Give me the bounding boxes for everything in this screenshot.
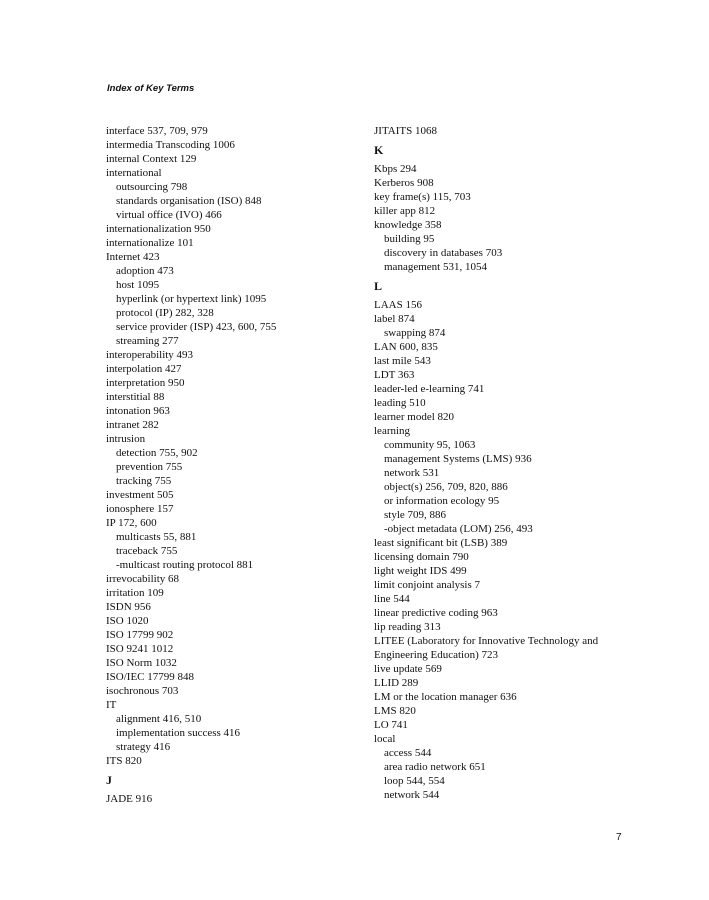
index-entry: LLID 289 (374, 677, 419, 689)
index-entry: interpretation 950 (106, 377, 185, 389)
index-entry: light weight IDS 499 (374, 565, 467, 577)
index-subentry: network 531 (384, 467, 440, 479)
index-subentry: implementation success 416 (116, 727, 241, 739)
index-entry: IT (106, 699, 117, 711)
index-entry: interoperability 493 (106, 349, 194, 361)
index-entry: intermedia Transcoding 1006 (106, 139, 235, 151)
page-number: 7 (616, 832, 622, 843)
index-entry: JITAITS 1068 (374, 125, 437, 137)
index-subentry: tracking 755 (116, 475, 172, 487)
index-subentry: style 709, 886 (384, 509, 447, 521)
index-entry: ITS 820 (106, 755, 142, 767)
index-entry: irrevocability 68 (106, 573, 180, 585)
index-entry: LDT 363 (374, 369, 415, 381)
index-entry: ISO 1020 (106, 615, 149, 627)
index-subentry: adoption 473 (116, 265, 174, 277)
index-entry: ISO/IEC 17799 848 (106, 671, 194, 683)
index-subentry: multicasts 55, 881 (116, 531, 197, 543)
index-entry: LAAS 156 (374, 299, 422, 311)
index-subentry: management 531, 1054 (384, 261, 487, 273)
index-entry: internationalize 101 (106, 237, 194, 249)
index-entry: investment 505 (106, 489, 174, 501)
index-entry: intranet 282 (106, 419, 159, 431)
index-subentry: streaming 277 (116, 335, 179, 347)
index-entry: knowledge 358 (374, 219, 442, 231)
index-entry: least significant bit (LSB) 389 (374, 537, 508, 549)
index-subentry: loop 544, 554 (384, 775, 445, 787)
index-entry: line 544 (374, 593, 410, 605)
index-entry: LAN 600, 835 (374, 341, 438, 353)
index-entry: LM or the location manager 636 (374, 691, 517, 703)
index-entry: limit conjoint analysis 7 (374, 579, 481, 591)
index-entry: local (374, 733, 396, 745)
index-entry: ISO 9241 1012 (106, 643, 174, 655)
index-entry: label 874 (374, 313, 415, 325)
index-entry: JADE 916 (106, 793, 153, 805)
index-entry: LMS 820 (374, 705, 416, 717)
index-entry: irritation 109 (106, 587, 164, 599)
running-header: Index of Key Terms (107, 83, 195, 94)
index-subentry: -object metadata (LOM) 256, 493 (384, 523, 533, 535)
index-entry: internationalization 950 (106, 223, 211, 235)
index-letter-heading: J (106, 773, 112, 787)
index-subentry: host 1095 (116, 279, 160, 291)
index-entry: internal Context 129 (106, 153, 197, 165)
index-entry: intrusion (106, 433, 146, 445)
index-entry: licensing domain 790 (374, 551, 469, 563)
index-entry: intonation 963 (106, 405, 170, 417)
index-entry: Kerberos 908 (374, 177, 434, 189)
index-entry: ionosphere 157 (106, 503, 174, 515)
index-entry: Internet 423 (106, 251, 160, 263)
index-entry: leader-led e-learning 741 (374, 383, 485, 395)
index-subentry: outsourcing 798 (116, 181, 188, 193)
index-column-left (106, 124, 356, 806)
index-subentry: or information ecology 95 (384, 495, 500, 507)
index-subentry: discovery in databases 703 (384, 247, 503, 259)
index-entry: last mile 543 (374, 355, 431, 367)
index-subentry: hyperlink (or hypertext link) 1095 (116, 293, 267, 305)
index-letter-heading: K (374, 143, 384, 157)
index-entry: live update 569 (374, 663, 442, 675)
index-subentry: prevention 755 (116, 461, 183, 473)
index-column-right (374, 124, 664, 802)
index-subentry: community 95, 1063 (384, 439, 476, 451)
index-entry: IP 172, 600 (106, 517, 157, 529)
index-entry: interstitial 88 (106, 391, 165, 403)
index-entry: leading 510 (374, 397, 426, 409)
index-subentry: management Systems (LMS) 936 (384, 453, 532, 465)
index-entry: learner model 820 (374, 411, 455, 423)
index-entry: interface 537, 709, 979 (106, 125, 208, 137)
index-subentry: protocol (IP) 282, 328 (116, 307, 214, 319)
index-entry: ISDN 956 (106, 601, 151, 613)
index-subentry: -multicast routing protocol 881 (116, 559, 254, 571)
index-entry: interpolation 427 (106, 363, 182, 375)
index-subentry: traceback 755 (116, 545, 178, 557)
index-subentry: detection 755, 902 (116, 447, 198, 459)
index-subentry: area radio network 651 (384, 761, 486, 773)
index-entry: linear predictive coding 963 (374, 607, 498, 619)
index-subentry: service provider (ISP) 423, 600, 755 (116, 321, 277, 333)
index-subentry: standards organisation (ISO) 848 (116, 195, 262, 207)
index-subentry: alignment 416, 510 (116, 713, 202, 725)
index-entry: isochronous 703 (106, 685, 179, 697)
index-entry: key frame(s) 115, 703 (374, 191, 471, 203)
index-subentry: building 95 (384, 233, 435, 245)
index-entry: international (106, 167, 162, 179)
index-entry: ISO Norm 1032 (106, 657, 177, 669)
index-subentry: swapping 874 (384, 327, 446, 339)
index-entry: LITEE (Laboratory for Innovative Technology and (374, 635, 599, 647)
index-entry: Kbps 294 (374, 163, 417, 175)
index-subentry: object(s) 256, 709, 820, 886 (384, 481, 508, 493)
index-subentry: network 544 (384, 789, 440, 801)
index-entry: killer app 812 (374, 205, 436, 217)
index-entry: ISO 17799 902 (106, 629, 174, 641)
index-entry: Engineering Education) 723 (374, 649, 499, 661)
index-subentry: strategy 416 (116, 741, 171, 753)
index-letter-heading: L (374, 279, 383, 293)
index-subentry: access 544 (384, 747, 432, 759)
index-entry: lip reading 313 (374, 621, 441, 633)
index-entry: learning (374, 425, 411, 437)
index-subentry: virtual office (IVO) 466 (116, 209, 222, 221)
index-entry: LO 741 (374, 719, 408, 731)
